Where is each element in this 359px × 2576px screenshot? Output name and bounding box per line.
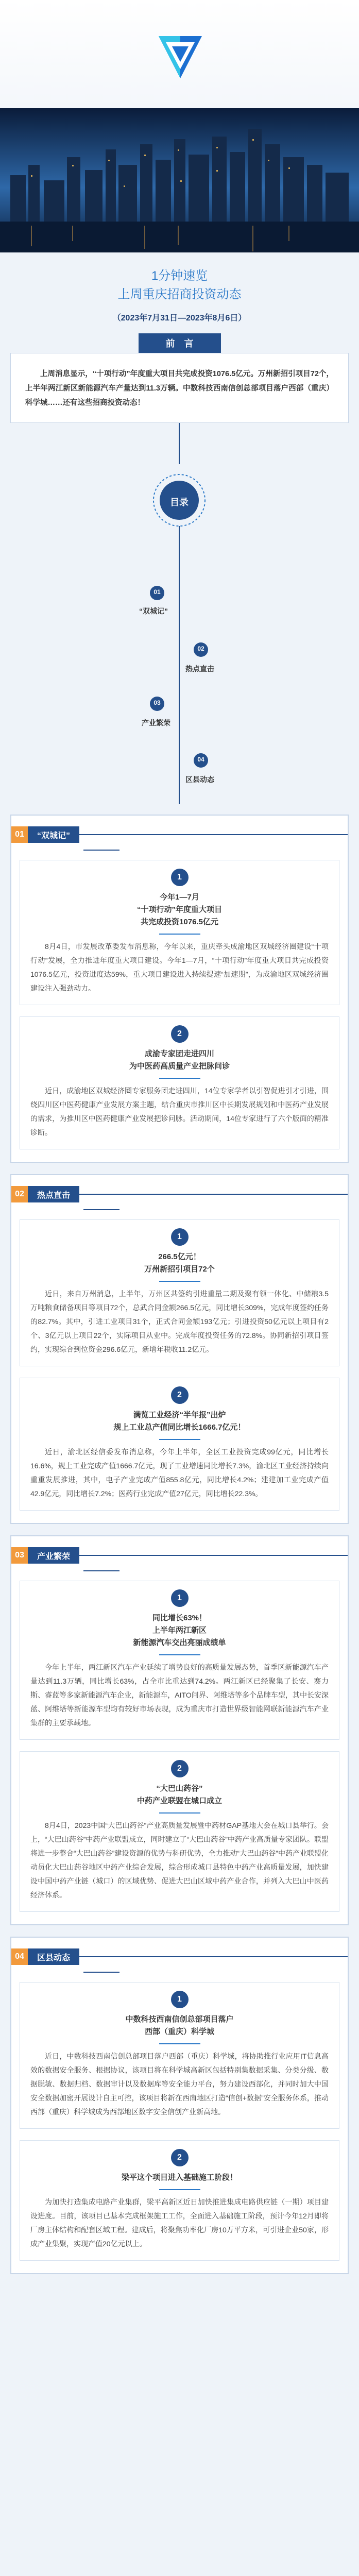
- sections: [10, 815, 349, 2274]
- foreword-section: [10, 333, 349, 423]
- toc-item-num: 03: [153, 699, 161, 706]
- section-num: 01: [11, 826, 28, 843]
- section-title: 热点直击: [28, 1186, 79, 1202]
- news-card: [20, 1219, 339, 1366]
- item-number-badge: 1: [171, 1228, 189, 1246]
- title-line2: 上周重庆招商投资动态: [117, 287, 242, 301]
- section-02: [10, 1174, 349, 1524]
- item-text: 8月4日，市发展改革委发布消息称，今年以来，重庆牵头成渝地区双城经济圈建设“十项行动”发展，全力推进年度重大项目建设。今年1—7月，“十项行动”年度重大项目共完成投资1076.5亿元，投资进度达59%，重大项目建设进入持续提速“加速期”，为成渝地区双城经济圈建设注入强劲动力。: [30, 942, 329, 992]
- toc-item-label-1: “双城记”: [139, 607, 168, 615]
- brand-logo-icon: [155, 31, 206, 82]
- toc-item-num: 04: [197, 756, 204, 763]
- foreword-text: 上周消息显示，“十项行动”年度重大项目共完成投资1076.5亿元。万州新招引项目72个，上半年两江新区新能源汽车产量达到11.3万辆。中数科技西南信创总部项目落户西部（重庆）科学城……还有这些招商投资动态！: [25, 370, 334, 407]
- section-num: 02: [11, 1186, 28, 1202]
- item-text: 近日，中数科技西南信创总部项目落户西部（重庆）科学城，将协助推行业应用IT信息高效的数据安全服务、根据协议，该项目将在科学城高新区包括特别集数据采集、分类分级、数据脱敏、数据归档、数据审计以及数据库等安全能力平台，努力建设西部化，并同时加大中国安全数据加密开展设计自主可控，该项目将新在西南地区打造“信创+数据”安全服务体系，推动西部（重庆）科学城成为西部地区数字安全信创产业新高地。: [30, 2052, 329, 2116]
- toc-item-num: 02: [197, 645, 204, 652]
- item-text: 8月4日，2023中国“大巴山药谷”产业高质量发展暨中药材GAP基地大会在城口县举行。会上，“大巴山药谷”中药产业联盟成立，同时建立了“大巴山药谷”中药产业高质量专家团队。联盟将进一步整合“大巴山药谷”建设资源的优势与科研优势，全力推动“大巴山药谷”中药产业联盟化动员化大巴山药谷地区中药产业综合发展，综合形成城口县特色中药产业高质量发展，加快建设中国中药产业链（城口）的区域优势、促进大巴山区域中药产业合作，并列入大巴山中医药经济体系。: [30, 1821, 329, 1899]
- item-head-line: 新能源汽车交出亮丽成绩单: [133, 1638, 226, 1647]
- item-head-line: “十项行动”年度重大项目: [136, 905, 222, 914]
- item-head-line: 中数科技西南信创总部项目落户: [125, 2015, 234, 2024]
- item-head-line: 共完成投资1076.5亿元: [141, 918, 218, 926]
- item-number-badge: 2: [171, 1025, 189, 1043]
- section-title: 产业繁荣: [28, 1547, 79, 1564]
- news-card: [20, 1581, 339, 1740]
- item-head-line: 成渝专家团走进四川: [144, 1049, 214, 1058]
- news-card: [20, 860, 339, 1005]
- title-date: （2023年7月31日—2023年8月6日）: [112, 314, 247, 323]
- item-head-line: 满览工业经济“半年报”出炉: [133, 1411, 226, 1419]
- toc-item-label-2: 热点直击: [185, 665, 214, 673]
- toc-item-3[interactable]: [150, 699, 164, 706]
- section-title: 区县动态: [28, 1948, 79, 1965]
- news-card: [20, 2140, 339, 2261]
- news-card: [20, 1016, 339, 1149]
- section-num: 03: [11, 1547, 28, 1564]
- page-title: [0, 252, 359, 323]
- item-text: 为加快打造集成电路产业集群，梁平高新区近日加快推进集成电路供应链（一期）项目建设进度。目前，该项目已基本完成框架施工工作，全面进入基础施工阶段，预计今年12月即将厂房主体结构和配套区域工程。建成后，将聚焦功率化厂房10万平方米，可引进企业50家，形成产业集聚，实现产值20亿元以上。: [30, 2198, 329, 2248]
- city-skyline-image: [0, 108, 359, 252]
- title-line1: 1分钟速览: [151, 269, 208, 283]
- table-of-contents: [0, 423, 359, 815]
- item-number-badge: 1: [171, 1589, 189, 1607]
- item-head-line: 266.5亿元！: [158, 1252, 201, 1261]
- item-head-line: 今年1—7月: [160, 893, 199, 902]
- item-head-line: 中药产业联盟在城口成立: [136, 1797, 222, 1805]
- item-head-line: 为中医药高质量产业把脉问诊: [129, 1062, 230, 1071]
- toc-item-1[interactable]: [150, 588, 164, 596]
- news-card: [20, 1982, 339, 2129]
- toc-item-label-4: 区县动态: [185, 775, 214, 784]
- item-head-line: 梁平这个项目进入基础施工阶段！: [121, 2173, 237, 2182]
- item-head-line: 万州新招引项目72个: [144, 1265, 215, 1274]
- item-head-line: 规上工业总产值同比增长1666.7亿元！: [113, 1423, 246, 1432]
- section-04: [10, 1937, 349, 2274]
- item-head-line: “大巴山药谷”: [156, 1784, 203, 1793]
- item-head-line: 同比增长63%！: [152, 1614, 207, 1622]
- toc-item-2[interactable]: [194, 645, 208, 652]
- logo-banner: [0, 0, 359, 108]
- item-text: 近日，渝北区经信委发布消息称，今年上半年，全区工业投资完成99亿元，同比增长16.6%，规上工业完成产值1666.7亿元，现了工业增速同比增长7.3%，渝北区工业经济持续向重重发展推进，其中，电子产业完成产值855.8亿元，同比增长4.2%；建建加工业完成产值42.9亿元，同比增长7.2%；医药行业完成产值27亿元，同比增长22.3%。: [30, 1448, 329, 1498]
- item-number-badge: 2: [171, 1760, 189, 1777]
- item-number-badge: 1: [171, 869, 189, 886]
- toc-item-num: 01: [153, 588, 161, 596]
- item-head-line: 西部（重庆）科学城: [144, 2027, 214, 2036]
- item-text: 近日，来自万州消息，上半年，万州区共签约引进重量二期及聚有领一体化、中储粮3.5万吨粮食储备项目等项目72个，总武合同金额266.5亿元，同比增长309%，完成年度签约任务的82.7%。其中，引进工业项目31个，正式合同金额193亿元；引进投资50亿元以上项目有2个、3亿元以上项目22个，实际项目从业中。完成年度投资任务的72.8%。协同新招引项目签约，实现综合到位资金296.6亿元，新增年税收11.2亿元。: [30, 1290, 329, 1353]
- item-number-badge: 2: [171, 1386, 189, 1404]
- foreword-label: 前 言: [139, 333, 221, 353]
- toc-center-label: 目录: [170, 497, 189, 507]
- item-text: 今年上半年，两江新区汽车产业延续了增势良好的高质量发展态势，首季区新能源汽车产量达到11.3万辆，同比增长63%，占全市比重达到74.2%。两江新区已经聚集了长安、赛力斯、睿蓝等多家新能源汽车企业，新能源车，AITO问界、阿维塔等多个品牌车型，其中长安深蓝、阿维塔等新能源车型均有较好市场表现，成为重庆市打造世界级智能网联新能源汽车产业集群的主要承载地。: [30, 1663, 329, 1727]
- toc-graphic: [0, 423, 359, 815]
- item-number-badge: 2: [171, 2149, 189, 2166]
- news-card: [20, 1751, 339, 1912]
- section-num: 04: [11, 1948, 28, 1965]
- news-card: [20, 1378, 339, 1511]
- toc-item-label-3: 产业繁荣: [142, 719, 170, 727]
- item-number-badge: 1: [171, 1991, 189, 2008]
- item-head-line: 上半年两江新区: [152, 1626, 207, 1635]
- section-title: “双城记”: [28, 826, 79, 843]
- item-text: 近日，成渝地区双城经济圈专家服务团走进四川，14位专家学者以引智促进引才引进，围绕四川区中医药健康产业发展方案主题，结合重庆市推川区中长期发展规划和中医药产业发展的需求，为推川区中医药健康产业发展把诊问脉。活动期间，14位专家进行了六个版面的精准诊断。: [30, 1087, 329, 1137]
- section-01: [10, 815, 349, 1163]
- section-03: [10, 1535, 349, 1925]
- toc-item-4[interactable]: [194, 756, 208, 763]
